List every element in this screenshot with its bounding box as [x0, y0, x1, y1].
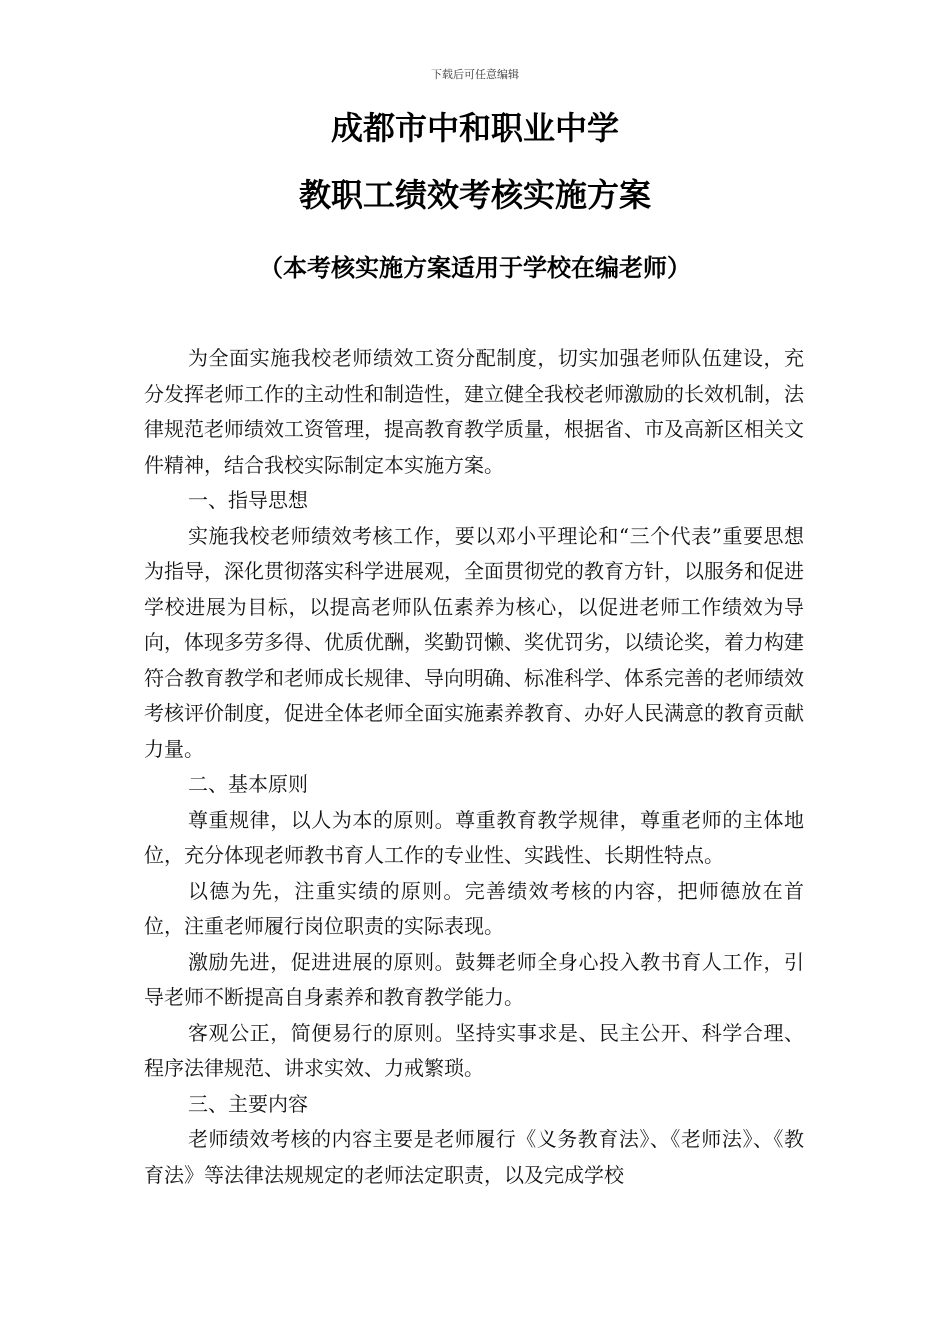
paragraph-main-content: 老师绩效考核的内容主要是老师履行《义务教育法》、《老师法》、《教育法》等法律法规规定的老师法定职责，以及完成学校: [144, 1127, 804, 1187]
document-body: [144, 341, 804, 1193]
section-heading-guiding-ideology: 一、指导思想: [188, 488, 308, 512]
document-title-line2: 教职工绩效考核实施方案: [298, 176, 651, 214]
paragraph-intro: 为全面实施我校老师绩效工资分配制度，切实加强老师队伍建设，充分发挥老师工作的主动性和制造性，建立健全我校老师激励的长效机制，法律规范老师绩效工资管理，提高教育教学质量，根据省、市及高新区相关文件精神，结合我校实际制定本实施方案。: [144, 346, 804, 477]
document-title-line1: 成都市中和职业中学: [330, 109, 619, 147]
page-header-note: 下载后可任意编辑: [431, 68, 519, 81]
section-heading-basic-principles: 二、基本原则: [188, 772, 308, 796]
document-subtitle: （本考核实施方案适用于学校在编老师）: [259, 254, 691, 282]
paragraph-principle-morality: 以德为先，注重实绩的原则。完善绩效考核的内容，把师德放在首位，注重老师履行岗位职责的实际表现。: [144, 878, 804, 938]
paragraph-principle-respect: 尊重规律，以人为本的原则。尊重教育教学规律，尊重老师的主体地位，充分体现老师教书育人工作的专业性、实践性、长期性特点。: [144, 807, 804, 867]
paragraph-guiding-ideology: 实施我校老师绩效考核工作，要以邓小平理论和“三个代表”重要思想为指导，深化贯彻落实科学进展观，全面贯彻党的教育方针，以服务和促进学校进展为目标，以提高老师队伍素养为核心，以促进老师工作绩效为导向，体现多劳多得、优质优酬，奖勤罚懒、奖优罚劣，以绩论奖，着力构建符合教育教学和老师成长规律、导向明确、标准科学、体系完善的老师绩效考核评价制度，促进全体老师全面实施素养教育、办好人民满意的教育贡献力量。: [144, 523, 804, 761]
paragraph-principle-incentive: 激励先进，促进进展的原则。鼓舞老师全身心投入教书育人工作，引导老师不断提高自身素养和教育教学能力。: [144, 949, 804, 1009]
section-heading-main-content: 三、主要内容: [188, 1091, 308, 1116]
paragraph-principle-objective: 客观公正，简便易行的原则。坚持实事求是、民主公开、科学合理、程序法律规范、讲求实效、力戒繁琐。: [144, 1020, 804, 1080]
